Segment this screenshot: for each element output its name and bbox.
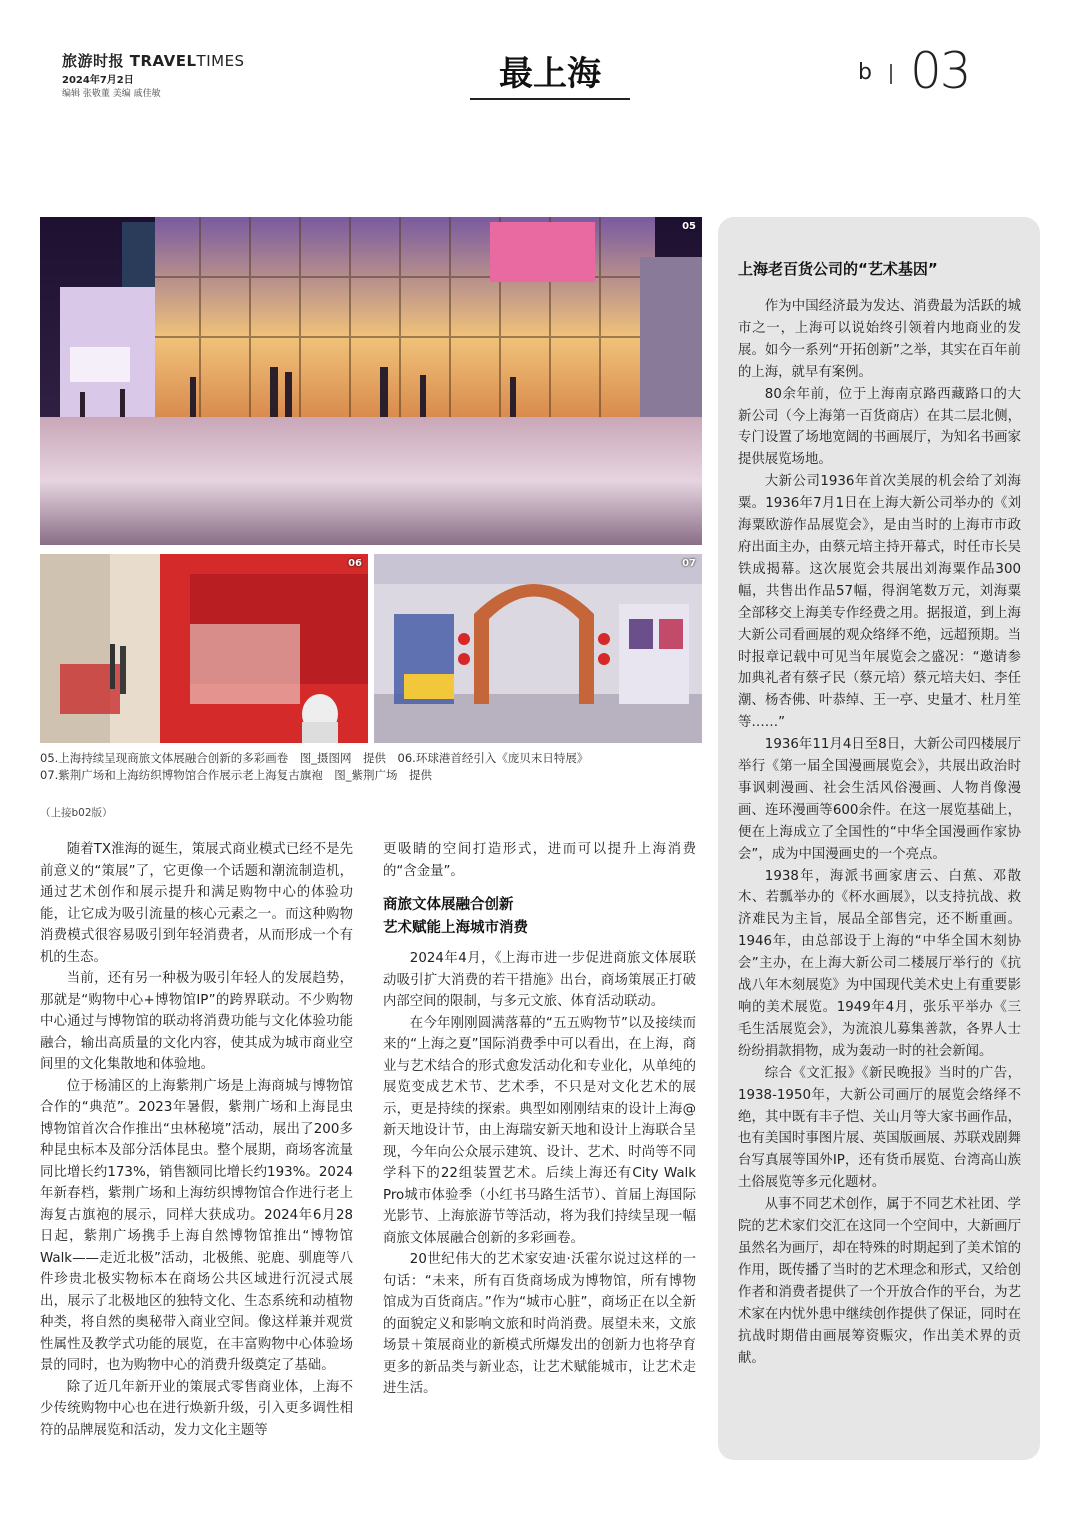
brand-en-bold: TRAVEL bbox=[129, 52, 197, 70]
section-title: 最上海 bbox=[499, 54, 601, 94]
sidebar-title: 上海老百货公司的“艺术基因” bbox=[738, 260, 938, 278]
article-column-2 bbox=[383, 839, 696, 1400]
col2-paragraph-3: 20世纪伟大的艺术家安迪·沃霍尔说过这样的一句话：“未来，所有百货商场成为博物馆，所有博物馆成为百货商店。”作为“城市心脏”，商场正在以全新的面貌定义和影响文旅和时尚消费。展望未来，文旅场景＋策展商业的新模式所爆发出的创新力也将孕育更多的新品类与新业态，让艺术赋能城市，让艺术走进生活。 bbox=[383, 1252, 696, 1396]
brand-cn: 旅游时报 bbox=[62, 52, 125, 70]
sidebar-text bbox=[738, 296, 1021, 1369]
article-subheading bbox=[383, 894, 696, 940]
page-divider bbox=[890, 64, 892, 84]
brand-en-thin: TIMES bbox=[196, 52, 245, 70]
photo-number-07: 07 bbox=[682, 558, 696, 569]
continued-note: （上接b02版） bbox=[40, 807, 113, 819]
caption-line-2: 07.紫荆广场和上海纺织博物馆合作展示老上海复古旗袍 图_紫荆广场 提供 bbox=[40, 768, 433, 782]
sidebar-paragraph-3: 大新公司1936年首次美展的机会给了刘海粟。1936年7月1日在上海大新公司举办的《刘海粟欧游作品展览会》，是由当时的上海市市政府出面主办，由蔡元培主持开幕式，时任市长吴铁成揭幕。这次展览会共展出刘海粟作品300幅，共售出作品57幅，得润笔数万元，刘海粟全部移交上海美专作经费之用。据报道，到上海大新公司看画展的观众络绎不绝，远超预期。当时报章记载中可见当年展览会之盛况：“邀请参加典礼者有蔡孑民（蔡元培）蔡元培夫妇、李任潮、杨杏佛、叶恭绰、王一亭、史量才、杜月笙等……” bbox=[738, 474, 1021, 731]
page-number: 03 bbox=[910, 42, 970, 100]
sidebar-paragraph-6: 综合《文汇报》《新民晚报》当时的广告，1938-1950年，大新公司画厅的展览会络绎不绝，其中既有丰子恺、关山月等大家书画作品，也有美国时事图片展、英国版画展、苏联戏剧舞台写真展等国外IP，还有货币展览、台湾高山族土俗展览等多元化题材。 bbox=[738, 1065, 1021, 1191]
photo-05-mall-night bbox=[40, 217, 702, 545]
col1-paragraph-3: 位于杨浦区的上海紫荆广场是上海商城与博物馆合作的“典范”。2023年暑假，紫荆广场和上海昆虫博物馆首次合作推出“虫林秘境”活动，展出了200多种昆虫标本及部分活体昆虫。整个展期，商场客流量同比增长约173%，销售额同比增长约193%。2024年新春档，紫荆广场和上海纺织博物馆合作进行老上海复古旗袍的展示，同样大获成功。2024年6月28日起，紫荆广场携手上海自然博物馆推出“博物馆Walk——走近北极”活动，北极熊、驼鹿、驯鹿等八件珍贵北极实物标本在商场公共区域进行沉浸式展出，展示了北极地区的独特文化、生态系统和动植物种类，将自然的奥秘带入商业空间。像这样兼并观赏性属性及教学式功能的展览，在丰富购物中心体验场景的同时，也为购物中心的消费升级奠定了基础。 bbox=[40, 1078, 353, 1373]
section-title-rule bbox=[470, 98, 630, 100]
photo-number-06: 06 bbox=[348, 558, 362, 569]
issue-date: 2024年7月2日 bbox=[62, 75, 134, 86]
editors-line: 编辑 张敬董 美编 戚佳敏 bbox=[62, 89, 161, 99]
mall-night-photo-icon bbox=[40, 217, 702, 545]
mall-arch-photo-icon bbox=[374, 554, 702, 743]
photo-07-mall-arch bbox=[374, 554, 702, 743]
sidebar-paragraph-7: 从事不同艺术创作，属于不同艺术社团、学院的艺术家们交汇在这同一个空间中，大新画厅虽然名为画厅，却在特殊的时期起到了美术馆的作用，既传播了当时的艺术理念和形式，又给创作者和消费者提供了一个开放合作的平台，为艺术家在内忧外患中继续创作提供了保证，同时在抗战时期借由画展筹资赈灾，作出美术界的贡献。 bbox=[738, 1197, 1021, 1366]
photo-number-05: 05 bbox=[682, 221, 696, 232]
subheading-line-2: 艺术赋能上海城市消费 bbox=[383, 920, 528, 936]
subheading-line-1: 商旅文体展融合创新 bbox=[383, 897, 514, 913]
article-column-1 bbox=[40, 839, 353, 1441]
col2-paragraph-2: 在今年刚刚圆满落幕的“五五购物节”以及接续而来的“上海之夏”国际消费季中可以看出，在上海，商业与艺术结合的形式愈发活动化和专业化，从单纯的展览变成艺术节、艺术季，不只是对文化艺术的展示，更是持续的探索。典型如刚刚结束的设计上海@新天地设计节，由上海瑞安新天地和设计上海联合呈现，今年向公众展示建筑、设计、艺术、时尚等不同学科下的22组装置艺术。后续上海还有City Walk Pro城市体验季（小红书马路生活节）、首届上海国际光影节、上海旅游节等活动，将为我们持续呈现一幅商旅文体展融合创新的多彩画卷。 bbox=[383, 1015, 696, 1246]
col2-lead: 更吸睛的空间打造形式，进而可以提升上海消费的“含金量”。 bbox=[383, 842, 696, 879]
col2-paragraph-1: 2024年4月，《上海市进一步促进商旅文体展联动吸引扩大消费的若干措施》出台，商场策展正打破内部空间的限制，与多元文旅、体育活动联动。 bbox=[383, 951, 696, 1009]
museum-exhibit-photo-icon bbox=[40, 554, 368, 743]
sidebar-paragraph-5: 1938年，海派书画家唐云、白蕉、邓散木、若瓢举办的《杯水画展》，以支持抗战、救济难民为主旨，展品全部售完，还不断重画。1946年，由总部设于上海的“中华全国木刻协会”主办，在上海大新公司二楼展厅举行的《抗战八年木刻展览》为中国现代美术史上有重要影响的美术展览。1949年4月，张乐平举办《三毛生活展览会》，为流浪儿募集善款，各界人士纷纷捐款捐物，成为轰动一时的社会新闻。 bbox=[738, 868, 1021, 1059]
sidebar-paragraph-1: 作为中国经济最为发达、消费最为活跃的城市之一，上海可以说始终引领着内地商业的发展。如今一系列“开拓创新”之举，其实在百年前的上海，就早有案例。 bbox=[738, 299, 1021, 380]
col1-paragraph-4: 除了近几年新开业的策展式零售商业体，上海不少传统购物中心也在进行焕新升级，引入更多调性相符的品牌展览和活动，发力文化主题等 bbox=[40, 1379, 353, 1438]
photo-06-museum-exhibit bbox=[40, 554, 368, 743]
photo-caption bbox=[40, 750, 702, 784]
caption-line-1: 05.上海持续呈现商旅文体展融合创新的多彩画卷 图_摄图网 提供 06.环球港首经引入《庞贝末日特展》 bbox=[40, 751, 589, 765]
page-section-letter: b bbox=[858, 60, 872, 85]
col1-paragraph-1: 随着TX淮海的诞生，策展式商业模式已经不是先前意义的“策展”了，它更像一个话题和潮流制造机，通过艺术创作和展示提升和满足购物中心的体验功能，让它成为吸引流量的核心元素之一。而这种购物消费模式很容易吸引到年轻消费者，从而形成一个有机的生态。 bbox=[40, 842, 353, 965]
masthead-brand bbox=[62, 50, 245, 71]
sidebar-paragraph-4: 1936年11月4日至8日，大新公司四楼展厅举行《第一届全国漫画展览会》，共展出政治时事讽刺漫画、社会生活风俗漫画、人物肖像漫画、连环漫画等600余件。在这一展览基础上，便在上海成立了全国性的“中华全国漫画作家协会”，成为中国漫画史的一个亮点。 bbox=[738, 737, 1021, 862]
sidebar-paragraph-2: 80余年前，位于上海南京路西藏路口的大新公司（今上海第一百货商店）在其二层北侧，专门设置了场地宽阔的书画展厅，为知名书画家提供展览场地。 bbox=[738, 386, 1021, 468]
col1-paragraph-2: 当前，还有另一种极为吸引年轻人的发展趋势，那就是“购物中心+博物馆IP”的跨界联动。不少购物中心通过与博物馆的联动将消费功能与文化体验功能融合，输出高质量的文化内容，使其成为城市商业空间里的文化集散地和体验地。 bbox=[40, 971, 353, 1072]
